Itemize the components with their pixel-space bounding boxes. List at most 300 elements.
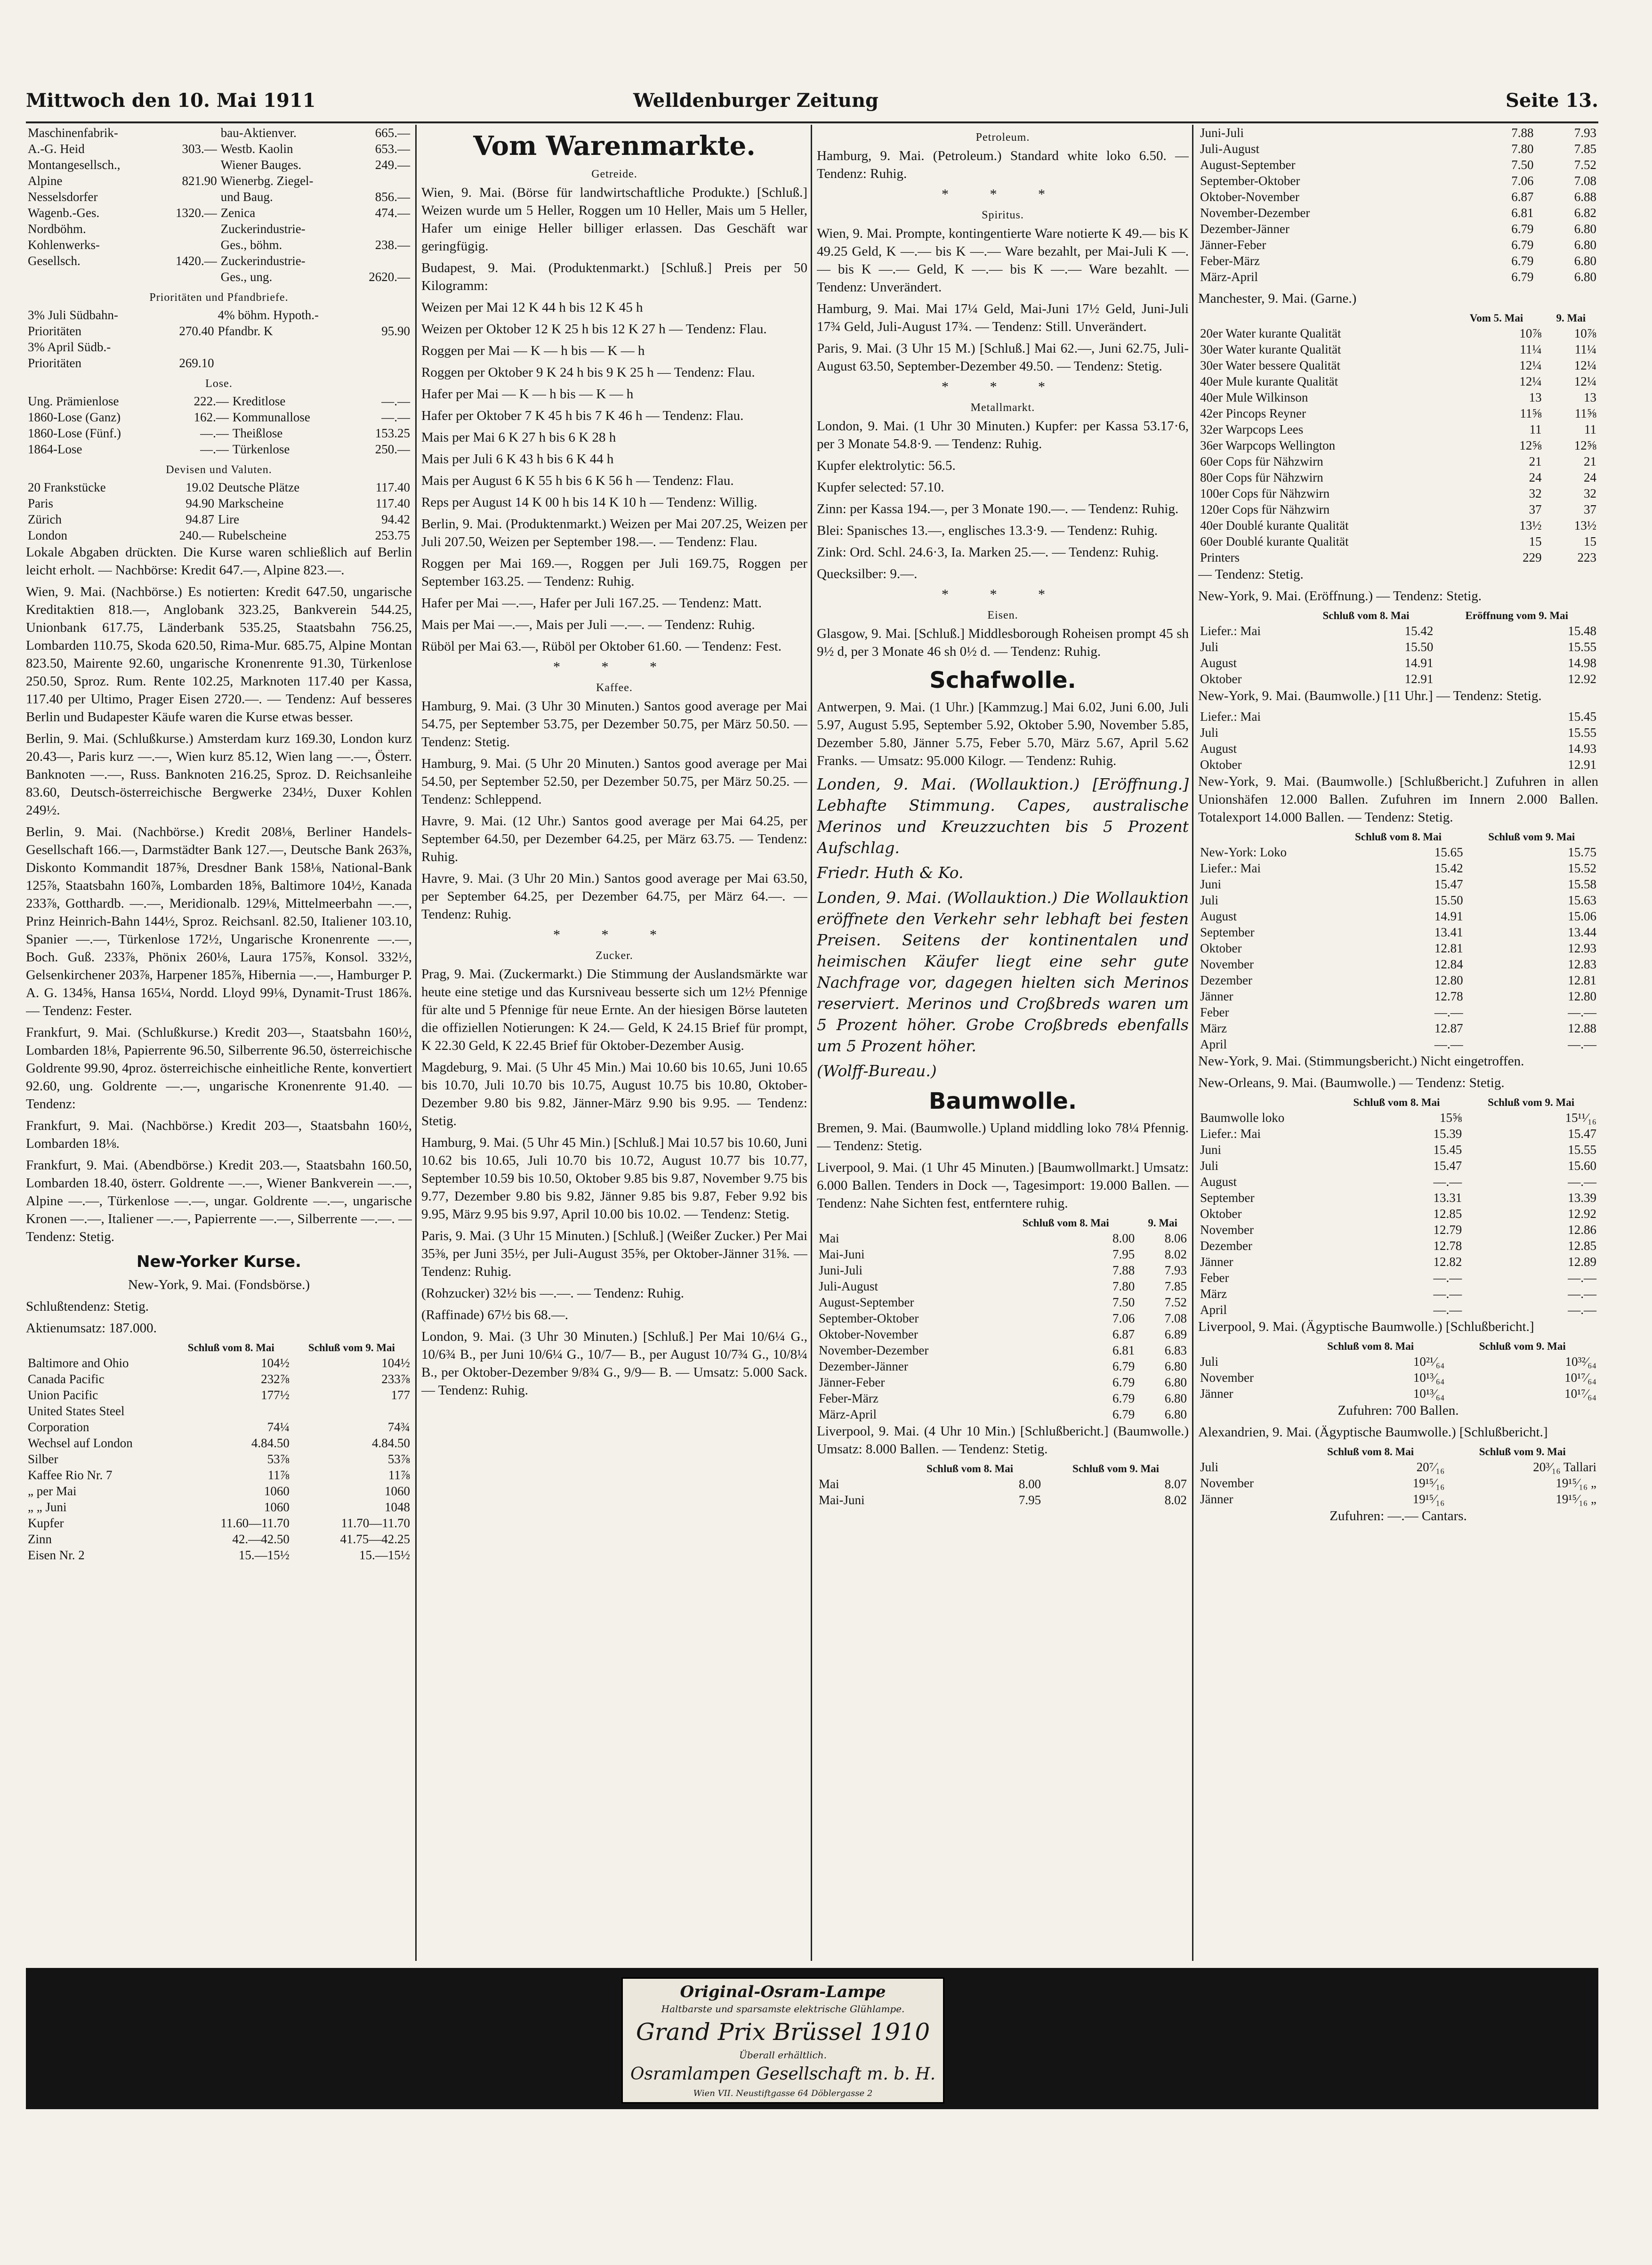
table-value-cell: —.— bbox=[1434, 1037, 1463, 1051]
table-label-cell: Pfandbr. K bbox=[218, 324, 273, 338]
table-value-cell: 74¼ bbox=[267, 1420, 290, 1434]
table-row bbox=[1198, 1206, 1598, 1222]
report-line: Zufuhren: 700 Ballen. bbox=[1338, 1403, 1459, 1418]
report-line: Zufuhren: —.— Cantars. bbox=[1330, 1508, 1467, 1523]
table-value-cell: 6.79 bbox=[1511, 222, 1534, 236]
table-row bbox=[1198, 1459, 1598, 1475]
report-paragraph: Paris, 9. Mai. (3 Uhr 15 M.) [Schluß.] Mai 62.—, Juni 62.75, Juli-August 63.50, September-Dezember 49.50. — Tendenz: Stetig. bbox=[817, 341, 1189, 374]
table-label-cell: Feber bbox=[1200, 1005, 1229, 1019]
separator: * * * bbox=[942, 587, 1064, 602]
table-label-cell: Nordböhm. bbox=[28, 222, 86, 236]
table-value-cell: 10³²⁄₆₄ bbox=[1565, 1354, 1596, 1369]
table-header-cell: Schluß vom 9. Mai bbox=[1479, 1340, 1566, 1352]
table-value-cell: 37 bbox=[1584, 502, 1596, 516]
table-value-cell: 653.— bbox=[375, 142, 410, 156]
table-header-cell: Schluß vom 8. Mai bbox=[1353, 1096, 1440, 1108]
table-row bbox=[1198, 1036, 1598, 1052]
table-row bbox=[1198, 1491, 1598, 1507]
table-value-cell: 12.88 bbox=[1568, 1021, 1596, 1035]
table-value-cell bbox=[350, 253, 412, 269]
ny-opening-table bbox=[1198, 609, 1598, 687]
table-label-cell: Kupfer bbox=[28, 1516, 64, 1530]
section-heading: Kaffee. bbox=[596, 682, 633, 694]
table-value-cell: 7.08 bbox=[1574, 174, 1596, 188]
table-row bbox=[1198, 325, 1598, 341]
table-value-cell: 13.31 bbox=[1433, 1191, 1462, 1205]
table-label-cell: 42er Pincops Reyner bbox=[1200, 406, 1306, 420]
table-label-cell: Juni bbox=[1200, 877, 1222, 891]
table-value-cell: 269.10 bbox=[179, 356, 214, 370]
report-paragraph: Reps per August 14 K 00 h bis 14 K 10 h — Tendenz: Willig. bbox=[421, 495, 758, 510]
table-value-cell: 8.06 bbox=[1164, 1231, 1187, 1245]
table-label-cell: Liefer.: Mai bbox=[1200, 709, 1261, 724]
table-header-cell: Schluß vom 9. Mai bbox=[1479, 1446, 1566, 1458]
table-header-cell: Schluß vom 8. Mai bbox=[187, 1342, 274, 1354]
table-row bbox=[26, 409, 412, 425]
table-header-cell: Schluß vom 8. Mai bbox=[1022, 1217, 1109, 1229]
report-paragraph: Hamburg, 9. Mai. (3 Uhr 30 Minuten.) Santos good average per Mai 54.75, per September 53.75, per Dezember 50.75, per März 50.50. — Tendenz: Stetig. bbox=[421, 699, 807, 750]
report-paragraph: Wien, 9. Mai. (Nachbörse.) Es notierten: Kredit 647.50, ungarische Kreditaktien 818.—, Anglobank 323.25, Bankverein 544.25, Unionbank 617.75, Länderbank 535.25, Staatsbahn 756.25, Lombarden 110.75, Skoda 620.50, Rima-Mur. 685.75, Alpine Montan 823.50, Mairente 92.60, ungarische Kronenrente 91.30, Türkenlose 250.50, Sproz. Rum. Rente 102.25, Marknoten 117.40 per Kassa, 117.40 per Ultimo, Prager Eisen 2720.—. — Tendenz: Auf besseres Berlin und Budapester Käufe waren die Kurse etwas besser. bbox=[26, 584, 412, 725]
table-row bbox=[26, 173, 412, 189]
ad-line: Osramlampen Gesellschaft m. b. H. bbox=[630, 2064, 936, 2084]
table-row bbox=[26, 157, 412, 173]
table-label-cell: 30er Water kurante Qualität bbox=[1200, 342, 1341, 356]
table-value-cell: 7.52 bbox=[1574, 158, 1596, 172]
table-value-cell bbox=[161, 339, 216, 355]
table-label-cell: Juli bbox=[1200, 725, 1219, 740]
table-label-cell: Alpine bbox=[28, 174, 63, 188]
report-line: Aktienumsatz: 187.000. bbox=[26, 1321, 157, 1336]
table-value-cell: 24 bbox=[1529, 470, 1542, 484]
table-label-cell: A.-G. Heid bbox=[28, 142, 85, 156]
separator: * * * bbox=[553, 927, 676, 943]
table-row bbox=[817, 1326, 1189, 1342]
table-value-cell: 232⅞ bbox=[261, 1372, 290, 1386]
column-1 bbox=[26, 125, 412, 2008]
header-paper-title: Welldenburger Zeitung bbox=[633, 89, 878, 112]
market-reports bbox=[26, 543, 412, 1246]
table-label-cell: bau-Aktienver. bbox=[220, 126, 297, 140]
table-value-cell: 15.58 bbox=[1568, 877, 1596, 891]
table-label-cell: Dezember-Jänner bbox=[819, 1359, 908, 1373]
table-value-cell: 11⅝ bbox=[1574, 406, 1596, 420]
section-heading: Schafwolle. bbox=[929, 667, 1076, 693]
table-row bbox=[1198, 1190, 1598, 1206]
table-label-cell: 3% April Südb.- bbox=[28, 340, 111, 354]
table-row bbox=[817, 1310, 1189, 1326]
table-value-cell: 303.— bbox=[182, 142, 217, 156]
column-3 bbox=[817, 125, 1189, 1961]
table-row bbox=[1198, 421, 1598, 437]
table-value-cell: 250.— bbox=[375, 442, 410, 456]
report-paragraph: Havre, 9. Mai. (3 Uhr 20 Min.) Santos good average per Mai 63.50, per September 64.25, per Dezember 64.75, per März 64.—. — Tendenz: Ruhig. bbox=[421, 871, 807, 922]
ad-line: Wien VII. Neustiftgasse 64 Döblergasse 2 bbox=[693, 2088, 873, 2098]
report-paragraph: Mais per Mai —.—, Mais per Juli —.—. — Tendenz: Ruhig. bbox=[421, 617, 755, 632]
page-header bbox=[26, 89, 1598, 118]
report-paragraph: Budapest, 9. Mai. (Produktenmarkt.) [Schluß.] Preis per 50 Kilogramm: bbox=[421, 260, 807, 293]
table-value-cell: 15.50 bbox=[1434, 893, 1463, 907]
table-row bbox=[817, 1374, 1189, 1390]
report-paragraph: Zinn: per Kassa 194.—, per 3 Monate 190.—. — Tendenz: Ruhig. bbox=[817, 501, 1179, 516]
table-label-cell: November bbox=[1200, 1370, 1254, 1385]
table-header-cell: Schluß vom 9. Mai bbox=[308, 1342, 395, 1354]
table-label-cell: Theißlose bbox=[232, 426, 283, 440]
report-title: New-York, 9. Mai. (Baumwolle.) [11 Uhr.] — Tendenz: Stetig. bbox=[1198, 688, 1542, 703]
section-heading: Devisen und Valuten. bbox=[166, 464, 272, 476]
table-value-cell: 12.85 bbox=[1568, 1239, 1596, 1253]
table-header-cell bbox=[1198, 311, 1449, 325]
table-row bbox=[1198, 237, 1598, 253]
table-row bbox=[1198, 940, 1598, 956]
table-value-cell: 10⅞ bbox=[1519, 326, 1542, 340]
table-label-cell: September bbox=[1200, 925, 1255, 939]
table-label-cell: Oktober bbox=[1200, 672, 1242, 686]
table-row bbox=[1198, 1142, 1598, 1158]
table-value-cell: 11 bbox=[1529, 422, 1542, 436]
table-value-cell: 6.89 bbox=[1164, 1327, 1187, 1341]
table-value-cell: 11¼ bbox=[1574, 342, 1596, 356]
table-value-cell: 15.45 bbox=[1433, 1143, 1462, 1157]
report-paragraph: Londen, 9. Mai. (Wollauktion.) Die Wollauktion eröffnete den Verkehr sehr lebhaft bei festen Preisen. Seitens der kontinentalen und heimischen Käufer liegt eine sehr gute Nachfrage vor, dagegen hielten sich Merinos reserviert. Merinos und Croßbreds waren um 5 Prozent höher. Grobe Croßbreds ebenfalls um 5 Prozent höher. bbox=[817, 888, 1189, 1055]
table-label-cell: November bbox=[1200, 1223, 1254, 1237]
table-label-cell: März bbox=[1200, 1287, 1227, 1301]
table-label-cell: Jänner bbox=[1200, 1492, 1233, 1506]
table-value-cell: 19¹⁵⁄₁₆ bbox=[1412, 1492, 1445, 1506]
report-title: New-Orleans, 9. Mai. (Baumwolle.) — Tendenz: Stetig. bbox=[1198, 1075, 1505, 1090]
table-header-row bbox=[1198, 311, 1598, 325]
table-label-cell: Juli bbox=[1200, 1354, 1219, 1369]
table-row bbox=[817, 1492, 1189, 1508]
ad-line: Überall erhältlich. bbox=[739, 2049, 827, 2061]
table-label-cell: Ges., böhm. bbox=[220, 238, 282, 252]
table-value-cell: 13.41 bbox=[1434, 925, 1463, 939]
table-value-cell: 177½ bbox=[261, 1388, 290, 1402]
table-value-cell: 240.— bbox=[179, 528, 215, 542]
table-row bbox=[1198, 860, 1598, 876]
report-paragraph: Frankfurt, 9. Mai. (Nachbörse.) Kredit 203—, Staatsbahn 160½, Lombarden 18⅛. bbox=[26, 1118, 412, 1151]
table-value-cell: 7.88 bbox=[1112, 1263, 1135, 1277]
table-label-cell: März-April bbox=[1200, 270, 1258, 284]
table-label-cell: August bbox=[1200, 656, 1237, 670]
table-value-cell: 14.93 bbox=[1568, 742, 1596, 756]
report-paragraph: Hafer per Mai —.—, Hafer per Juli 167.25. — Tendenz: Matt. bbox=[421, 596, 762, 611]
table-value-cell: 19.02 bbox=[185, 480, 215, 494]
table-row bbox=[26, 1371, 412, 1387]
table-label-cell: Juni-Juli bbox=[819, 1263, 863, 1277]
table-row bbox=[26, 307, 412, 323]
table-label-cell: September bbox=[1200, 1191, 1255, 1205]
table-value-cell: 223 bbox=[1577, 550, 1596, 564]
table-value-cell: 15.55 bbox=[1568, 640, 1596, 654]
table-value-cell: 15 bbox=[1584, 534, 1596, 548]
table-row bbox=[1198, 1126, 1598, 1142]
table-value-cell: 8.02 bbox=[1164, 1493, 1187, 1507]
table-value-cell: 12.80 bbox=[1568, 989, 1596, 1003]
spirit-reports bbox=[817, 225, 1189, 375]
table-row bbox=[817, 1230, 1189, 1246]
table-value-cell: 6.80 bbox=[1164, 1359, 1187, 1373]
report-title: Manchester, 9. Mai. (Garne.) bbox=[1198, 291, 1357, 306]
table-value-cell bbox=[366, 339, 412, 355]
table-row bbox=[26, 495, 412, 511]
table-value-cell: 6.83 bbox=[1164, 1343, 1187, 1357]
table-label-cell: November bbox=[1200, 957, 1254, 971]
table-value-cell: 6.80 bbox=[1574, 222, 1596, 236]
table-value-cell: 94.87 bbox=[185, 512, 215, 526]
table-label-cell: 1860-Lose (Fünf.) bbox=[28, 426, 121, 440]
table-value-cell: 15.47 bbox=[1434, 877, 1463, 891]
table-label-cell: November-Dezember bbox=[819, 1343, 929, 1357]
table-label-cell: Dezember bbox=[1200, 973, 1252, 987]
table-value-cell: 11 bbox=[1584, 422, 1596, 436]
table-header-cell: Schluß vom 9. Mai bbox=[1488, 831, 1575, 843]
table-label-cell: Deutsche Plätze bbox=[218, 480, 300, 494]
column-2 bbox=[421, 125, 807, 1961]
table-label-cell: Juli bbox=[1200, 893, 1219, 907]
table-label-cell: Juli-August bbox=[819, 1279, 878, 1293]
table-value-cell: 6.88 bbox=[1574, 190, 1596, 204]
table-value-cell bbox=[350, 173, 412, 189]
table-value-cell bbox=[171, 1403, 291, 1419]
table-label-cell: United States Steel bbox=[28, 1404, 125, 1418]
report-title: New-York, 9. Mai. (Baumwolle.) [Schlußbericht.] Zufuhren in allen Unionshäfen 12.000 Ballen. Zufuhren im Innern 2.000 Ballen. Totalexport 14.000 Ballen. — Tendenz: Stetig. bbox=[1198, 774, 1598, 825]
table-label-cell: 20er Water kurante Qualität bbox=[1200, 326, 1341, 340]
table-row bbox=[26, 441, 412, 457]
table-header-cell bbox=[817, 1216, 995, 1230]
table-label-cell: Juli bbox=[1200, 640, 1219, 654]
table-header-cell: Eröffnung vom 9. Mai bbox=[1465, 610, 1568, 621]
table-label-cell: „ „ Juni bbox=[28, 1500, 67, 1514]
table-header-cell bbox=[1198, 609, 1297, 623]
table-value-cell: 15⅝ bbox=[1440, 1111, 1462, 1125]
liverpool-table bbox=[817, 1216, 1189, 1422]
table-row bbox=[817, 1246, 1189, 1262]
table-value-cell: —.— bbox=[1568, 1005, 1596, 1019]
table-row bbox=[26, 237, 412, 253]
table-row bbox=[26, 141, 412, 157]
table-label-cell bbox=[216, 339, 366, 355]
section-heading: Eisen. bbox=[987, 609, 1018, 621]
table-value-cell: 7.80 bbox=[1112, 1279, 1135, 1293]
table-header-cell: Schluß vom 8. Mai bbox=[1354, 831, 1442, 843]
liverpool-close-table bbox=[817, 1462, 1189, 1508]
table-value-cell: 53⅞ bbox=[267, 1452, 290, 1466]
table-label-cell: 3% Juli Südbahn- bbox=[28, 308, 118, 322]
table-label-cell: Oktober bbox=[1200, 758, 1242, 772]
table-row bbox=[26, 1515, 412, 1531]
table-row bbox=[817, 1476, 1189, 1492]
table-value-cell: 13.39 bbox=[1568, 1191, 1596, 1205]
report-paragraph: Magdeburg, 9. Mai. (5 Uhr 45 Min.) Mai 10.60 bis 10.65, Juni 10.65 bis 10.70, Juli 10.70 bis 10.75, August 10.75 bis 10.80, Oktober-Dezember 9.80 bis 9.82, Jänner-März 9.90 bis 9.95. — Tendenz: Stetig. bbox=[421, 1060, 807, 1128]
report-paragraph: Berlin, 9. Mai. (Produktenmarkt.) Weizen per Mai 207.25, Weizen per Juli 207.50, Weizen per September 198.—. — Tendenz: Flau. bbox=[421, 516, 807, 549]
table-row bbox=[26, 355, 412, 371]
report-paragraph: (Raffinade) 67½ bis 68.—. bbox=[421, 1307, 568, 1322]
table-label-cell: Zürich bbox=[28, 512, 62, 526]
table-value-cell: 14.98 bbox=[1568, 656, 1596, 670]
table-row bbox=[26, 1467, 412, 1483]
table-value-cell: 19¹⁵⁄₁₆ „ bbox=[1555, 1476, 1596, 1490]
table-value-cell: 1420.— bbox=[175, 254, 217, 268]
table-header-cell bbox=[1198, 830, 1331, 844]
table-label-cell: Baltimore and Ohio bbox=[28, 1356, 129, 1370]
table-row bbox=[1198, 221, 1598, 237]
table-row bbox=[1198, 1004, 1598, 1020]
table-label-cell: Oktober bbox=[1200, 941, 1242, 955]
table-label-cell: Liefer.: Mai bbox=[1200, 1127, 1261, 1141]
section-heading: Zucker. bbox=[596, 950, 633, 962]
table-value-cell: 253.75 bbox=[375, 528, 410, 542]
report-paragraph: Hafer per Oktober 7 K 45 h bis 7 K 46 h — Tendenz: Flau. bbox=[421, 408, 744, 423]
table-row bbox=[817, 1358, 1189, 1374]
table-value-cell: 10¹³⁄₆₄ bbox=[1413, 1386, 1445, 1401]
table-value-cell bbox=[157, 189, 219, 205]
table-value-cell: 8.00 bbox=[1112, 1231, 1135, 1245]
table-value-cell: —.— bbox=[1568, 1037, 1596, 1051]
table-label-cell: Feber-März bbox=[819, 1391, 878, 1405]
table-row bbox=[1198, 485, 1598, 501]
table-row bbox=[1198, 1386, 1598, 1402]
table-header-row bbox=[1198, 1096, 1598, 1110]
section-heading: Petroleum. bbox=[975, 131, 1030, 144]
report-paragraph: Lokale Abgaben drückten. Die Kurse waren schließlich auf Berlin leicht erholt. — Nachbörse: Kredit 647.—, Alpine 823.—. bbox=[26, 545, 412, 578]
table-label-cell: August bbox=[1200, 1175, 1237, 1189]
report-paragraph: Hamburg, 9. Mai. (5 Uhr 45 Min.) [Schluß.] Mai 10.57 bis 10.60, Juni 10.62 bis 10.65, Juli 10.70 bis 10.72, August 10.77 bis 10.77, September 10.59 bis 10.50, Oktober 9.85 bis 9.87, November 9.75 bis 9.77, Dezember 9.80 bis 9.82, Jänner 9.85 bis 9.87, Feber 9.92 bis 9.95, März 9.95 bis 9.97, April 10.00 bis 10.02. — Tendenz: Stetig. bbox=[421, 1135, 807, 1222]
table-value-cell: 270.40 bbox=[179, 324, 214, 338]
table-value-cell: 229 bbox=[1523, 550, 1542, 564]
page-section-title: Vom Warenmarkte. bbox=[473, 130, 756, 161]
table-value-cell: 37 bbox=[1529, 502, 1542, 516]
table-row bbox=[1198, 639, 1598, 655]
separator: * * * bbox=[942, 379, 1064, 395]
table-label-cell: Paris bbox=[28, 496, 53, 510]
table-row bbox=[1198, 1286, 1598, 1302]
table-value-cell: —.— bbox=[381, 394, 410, 408]
table-value-cell: 13.44 bbox=[1568, 925, 1596, 939]
table-row bbox=[1198, 125, 1598, 141]
table-label-cell: Juli-August bbox=[1200, 142, 1260, 156]
table-row bbox=[1198, 725, 1598, 741]
table-row bbox=[26, 479, 412, 495]
table-value-cell: 15.—15½ bbox=[359, 1548, 410, 1562]
table-value-cell: 20³⁄₁₆ Tallari bbox=[1533, 1460, 1596, 1474]
table-value-cell: 11.60—11.70 bbox=[220, 1516, 290, 1530]
table-value-cell: 162.— bbox=[193, 410, 229, 424]
table-header-cell: Schluß vom 9. Mai bbox=[1488, 1096, 1575, 1108]
table-value-cell: 8.07 bbox=[1164, 1477, 1187, 1491]
grain-reports bbox=[421, 184, 807, 655]
table-value-cell: 15.60 bbox=[1568, 1159, 1596, 1173]
table-label-cell: Kohlenwerks- bbox=[28, 238, 100, 252]
report-title: New-York, 9. Mai. (Fondsbörse.) bbox=[128, 1277, 310, 1292]
report-paragraph: Liverpool, 9. Mai. (1 Uhr 45 Minuten.) [Baumwollmarkt.] Umsatz: 6.000 Ballen. Tenders in Dock —, Tagesimport: 19.000 Ballen. — Tendenz: Nahe Sichten fest, entferntere ruhig. bbox=[817, 1160, 1189, 1211]
report-paragraph: Kupfer selected: 57.10. bbox=[817, 480, 944, 495]
table-label-cell: Mai bbox=[819, 1477, 839, 1491]
table-header-cell: 9. Mai bbox=[1148, 1217, 1177, 1229]
table-value-cell bbox=[366, 307, 412, 323]
table-row bbox=[26, 1387, 412, 1403]
table-value-cell: 1060 bbox=[385, 1484, 410, 1498]
liverpool-egypt-table bbox=[1198, 1339, 1598, 1402]
table-row bbox=[26, 425, 412, 441]
report-paragraph: Kupfer elektrolytic: 56.5. bbox=[817, 458, 956, 473]
table-label-cell: Dezember-Jänner bbox=[1200, 222, 1289, 236]
table-value-cell bbox=[291, 1403, 412, 1419]
table-header-cell: Schluß vom 9. Mai bbox=[1072, 1463, 1160, 1475]
report-paragraph: Quecksilber: 9.—. bbox=[817, 566, 918, 581]
table-label-cell: Kreditlose bbox=[232, 394, 286, 408]
wool-auction-reports bbox=[817, 774, 1189, 1081]
table-value-cell: 7.88 bbox=[1511, 126, 1534, 140]
table-label-cell: Wagenb.-Ges. bbox=[28, 206, 100, 220]
table-value-cell: —.— bbox=[200, 442, 229, 456]
table-value-cell: 6.80 bbox=[1574, 254, 1596, 268]
table-value-cell: 153.25 bbox=[375, 426, 410, 440]
table-label-cell: Kommunallose bbox=[232, 410, 310, 424]
table-value-cell: 12⅝ bbox=[1519, 438, 1542, 452]
stocks-table bbox=[26, 125, 412, 285]
report-paragraph: London, 9. Mai. (3 Uhr 30 Minuten.) [Schluß.] Per Mai 10/6¼ G., 10/6¾ B., per Juni 10/6¼ G., 10/7— B., per August 10/7¾ G., 10/8¼ B., per Oktober-Dezember 9/8¾ G., 9/9— B. — Umsatz: 5.000 Sack. — Tendenz: Ruhig. bbox=[421, 1329, 807, 1398]
table-value-cell: —.— bbox=[1433, 1175, 1462, 1189]
table-value-cell bbox=[366, 355, 412, 371]
table-value-cell: 14.91 bbox=[1434, 909, 1463, 923]
table-value-cell: 15.42 bbox=[1404, 624, 1434, 638]
table-value-cell: —.— bbox=[381, 410, 410, 424]
table-value-cell: —.— bbox=[1568, 1175, 1596, 1189]
report-paragraph: Hafer per Mai — K — h bis — K — h bbox=[421, 387, 634, 402]
table-value-cell: 7.52 bbox=[1164, 1295, 1187, 1309]
table-value-cell: 6.79 bbox=[1112, 1391, 1135, 1405]
manchester-yarn-table bbox=[1198, 311, 1598, 565]
table-row bbox=[1198, 1370, 1598, 1386]
table-value-cell: 7.93 bbox=[1574, 126, 1596, 140]
table-row bbox=[1198, 1174, 1598, 1190]
table-value-cell: 15.52 bbox=[1568, 861, 1596, 875]
table-value-cell: 7.85 bbox=[1164, 1279, 1187, 1293]
table-label-cell: September-Oktober bbox=[819, 1311, 919, 1325]
table-header-row bbox=[817, 1216, 1189, 1230]
table-label-cell: Markscheine bbox=[218, 496, 284, 510]
table-row bbox=[1198, 623, 1598, 639]
table-label-cell: Rubelscheine bbox=[218, 528, 287, 542]
report-paragraph: Hamburg, 9. Mai. Mai 17¼ Geld, Mai-Juni 17½ Geld, Juni-Juli 17¾ Geld, Juli-August 17¾. — Tendenz: Still. Unverändert. bbox=[817, 301, 1189, 334]
table-value-cell: 7.93 bbox=[1164, 1263, 1187, 1277]
table-value-cell: 1060 bbox=[264, 1500, 290, 1514]
table-value-cell: 15.65 bbox=[1434, 845, 1463, 859]
table-value-cell: 233⅞ bbox=[381, 1372, 410, 1386]
table-row bbox=[26, 1419, 412, 1435]
report-paragraph: Berlin, 9. Mai. (Nachbörse.) Kredit 208⅛, Berliner Handels-Gesellschaft 166.—, Darmstädter Bank 127.—, Deutsche Bank 263⅞, Diskonto Kommandit 187⅝, Dresdner Bank 158⅛, National-Bank 125⅞, Staatsbahn 160⅞, Lombarden 18⅝, Baltimore 104½, Kanada 233⅞, Gotthardb. —.—, Meridionalb. 129⅛, Mittelmeerbahn —.—, Prinz Heinrich-Bahn 144½, Sproz. Reichsanl. 82.50, Italiener 103.10, Spanier —.—, Türkenlose 172½, Ungarische Kronenrente —.—, Boch. Guß. 233⅞, Phönix 260⅛, Laura 175⅞, Konsol. 332½, Gelsenkirchener 203⅞, Harpener 185⅞, Hibernia —.—, Hamburger P. A. G. 134⅝, Hansa 165¼, Nordd. Lloyd 99⅛, Dynamit-Trust 186⅞. — Tendenz: Fester. bbox=[26, 824, 412, 1018]
table-row bbox=[26, 1531, 412, 1547]
table-value-cell: 12.92 bbox=[1568, 1207, 1596, 1221]
table-value-cell: 94.90 bbox=[185, 496, 215, 510]
table-header-row bbox=[817, 1462, 1189, 1476]
table-row bbox=[817, 1262, 1189, 1278]
table-header-cell bbox=[1198, 1339, 1295, 1354]
table-row bbox=[1198, 157, 1598, 173]
table-header-cell: Schluß vom 8. Mai bbox=[1327, 1446, 1414, 1458]
report-paragraph: Mais per Juli 6 K 43 h bis 6 K 44 h bbox=[421, 451, 614, 467]
table-value-cell: —.— bbox=[200, 426, 229, 440]
table-value-cell: 24 bbox=[1584, 470, 1596, 484]
table-label-cell: 20 Frankstücke bbox=[28, 480, 106, 494]
table-header-row bbox=[1198, 830, 1598, 844]
table-label-cell: Wienerbg. Ziegel- bbox=[220, 174, 314, 188]
table-value-cell: 7.95 bbox=[1112, 1247, 1135, 1261]
table-row bbox=[1198, 501, 1598, 517]
table-value-cell: 1060 bbox=[264, 1484, 290, 1498]
table-value-cell: 4.84.50 bbox=[372, 1436, 410, 1450]
report-paragraph: Roggen per Mai — K — h bis — K — h bbox=[421, 343, 645, 358]
